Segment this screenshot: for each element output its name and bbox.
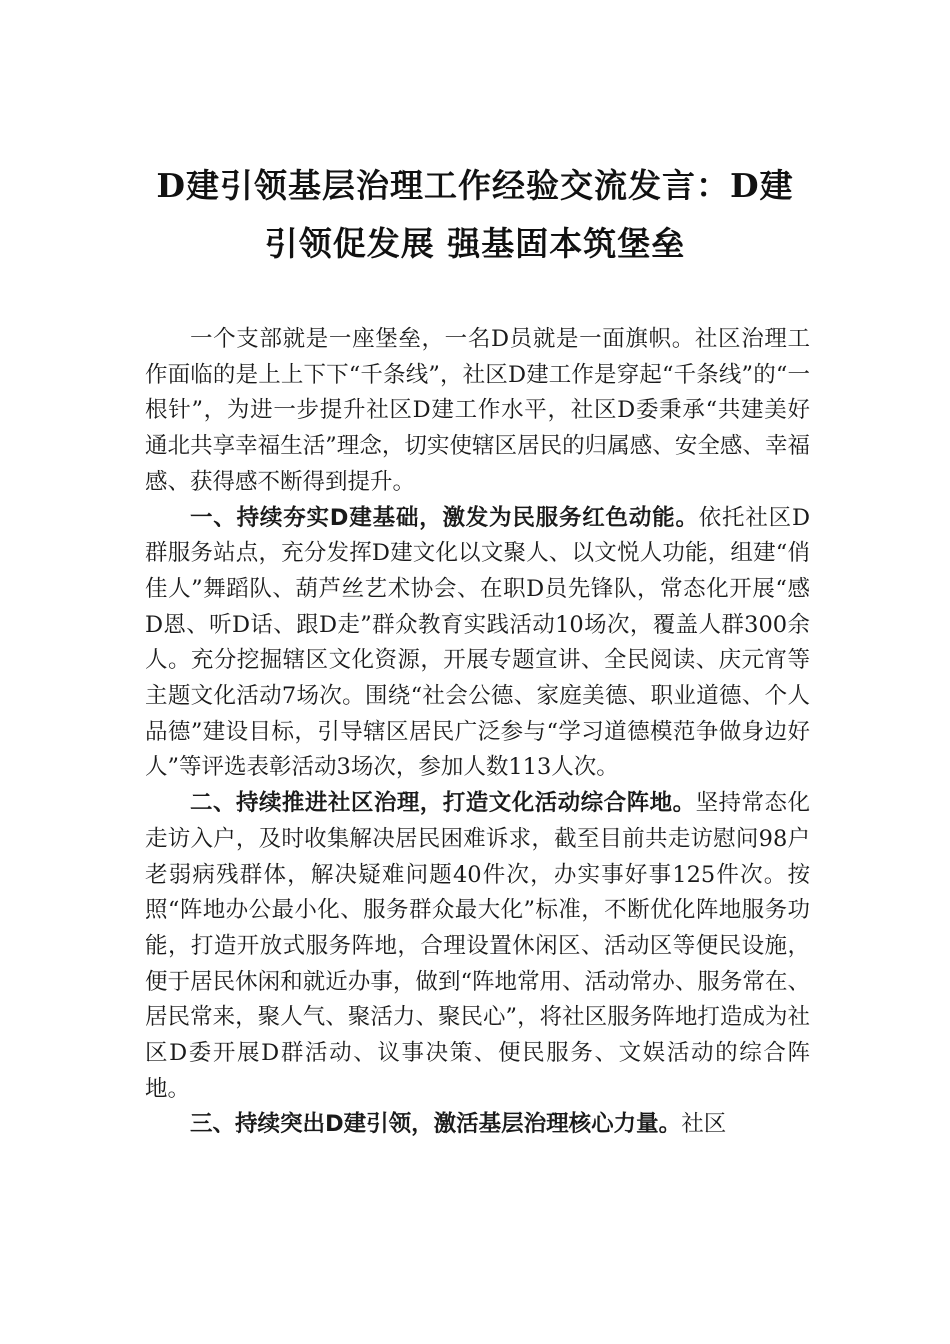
paragraph-text: 依托社区D群服务站点，充分发挥D建文化以文聚人、以文悦人功能，组建“俏佳人”舞蹈队、葫芦丝艺术协会、在职D员先锋队，常态化开展“感D恩、听D话、跟D走”群众教育实践活动10场次，覆盖人群300余人。充分挖掘辖区文化资源，开展专题宣讲、全民阅读、庆元宵等主题文化活动7场次。围绕“社会公德、家庭美德、职业道德、个人品德”建设目标，引导辖区居民广泛参与“学习道德模范争做身边好人”等评选表彰活动3场次，参加人数113人次。	[145, 504, 810, 781]
paragraph-intro	[145, 322, 810, 501]
paragraph-text: 社区	[681, 1111, 727, 1138]
title-line-1: D建引领基层治理工作经验交流发言：D建	[156, 166, 794, 205]
paragraph-text: 一个支部就是一座堡垒，一名D员就是一面旗帜。社区治理工作面临的是上上下下“千条线”，社区D建工作是穿起“千条线”的“一根针”，为进一步提升社区D建工作水平，社区D委秉承“共建美好通北共享幸福生活”理念，切实使辖区居民的归属感、安全感、幸福感、获得感不断得到提升。	[145, 326, 810, 495]
title-line-2: 引领促发展 强基固本筑堡垒	[264, 224, 686, 263]
paragraph-section-3	[145, 1107, 810, 1143]
section-heading: 二、持续推进社区治理，打造文化活动综合阵地。	[190, 790, 696, 817]
section-heading: 一、持续夯实D建基础，激发为民服务红色动能。	[190, 504, 699, 531]
paragraph-text: 坚持常态化走访入户，及时收集解决居民困难诉求，截至目前共走访慰问98户老弱病残群体，解决疑难问题40件次，办实事好事125件次。按照“阵地办公最小化、服务群众最大化”标准，不断优化阵地服务功能，打造开放式服务阵地，合理设置休闲区、活动区等便民设施，便于居民休闲和就近办事，做到“阵地常用、活动常办、服务常在、居民常来，聚人气、聚活力、聚民心”，将社区服务阵地打造成为社区D委开展D群活动、议事决策、便民服务、文娱活动的综合阵地。	[145, 790, 810, 1102]
document-body	[145, 322, 810, 1143]
paragraph-section-1	[145, 501, 810, 787]
document-title	[140, 157, 810, 273]
section-heading: 三、持续突出D建引领，激活基层治理核心力量。	[190, 1111, 682, 1138]
paragraph-section-2	[145, 786, 810, 1107]
